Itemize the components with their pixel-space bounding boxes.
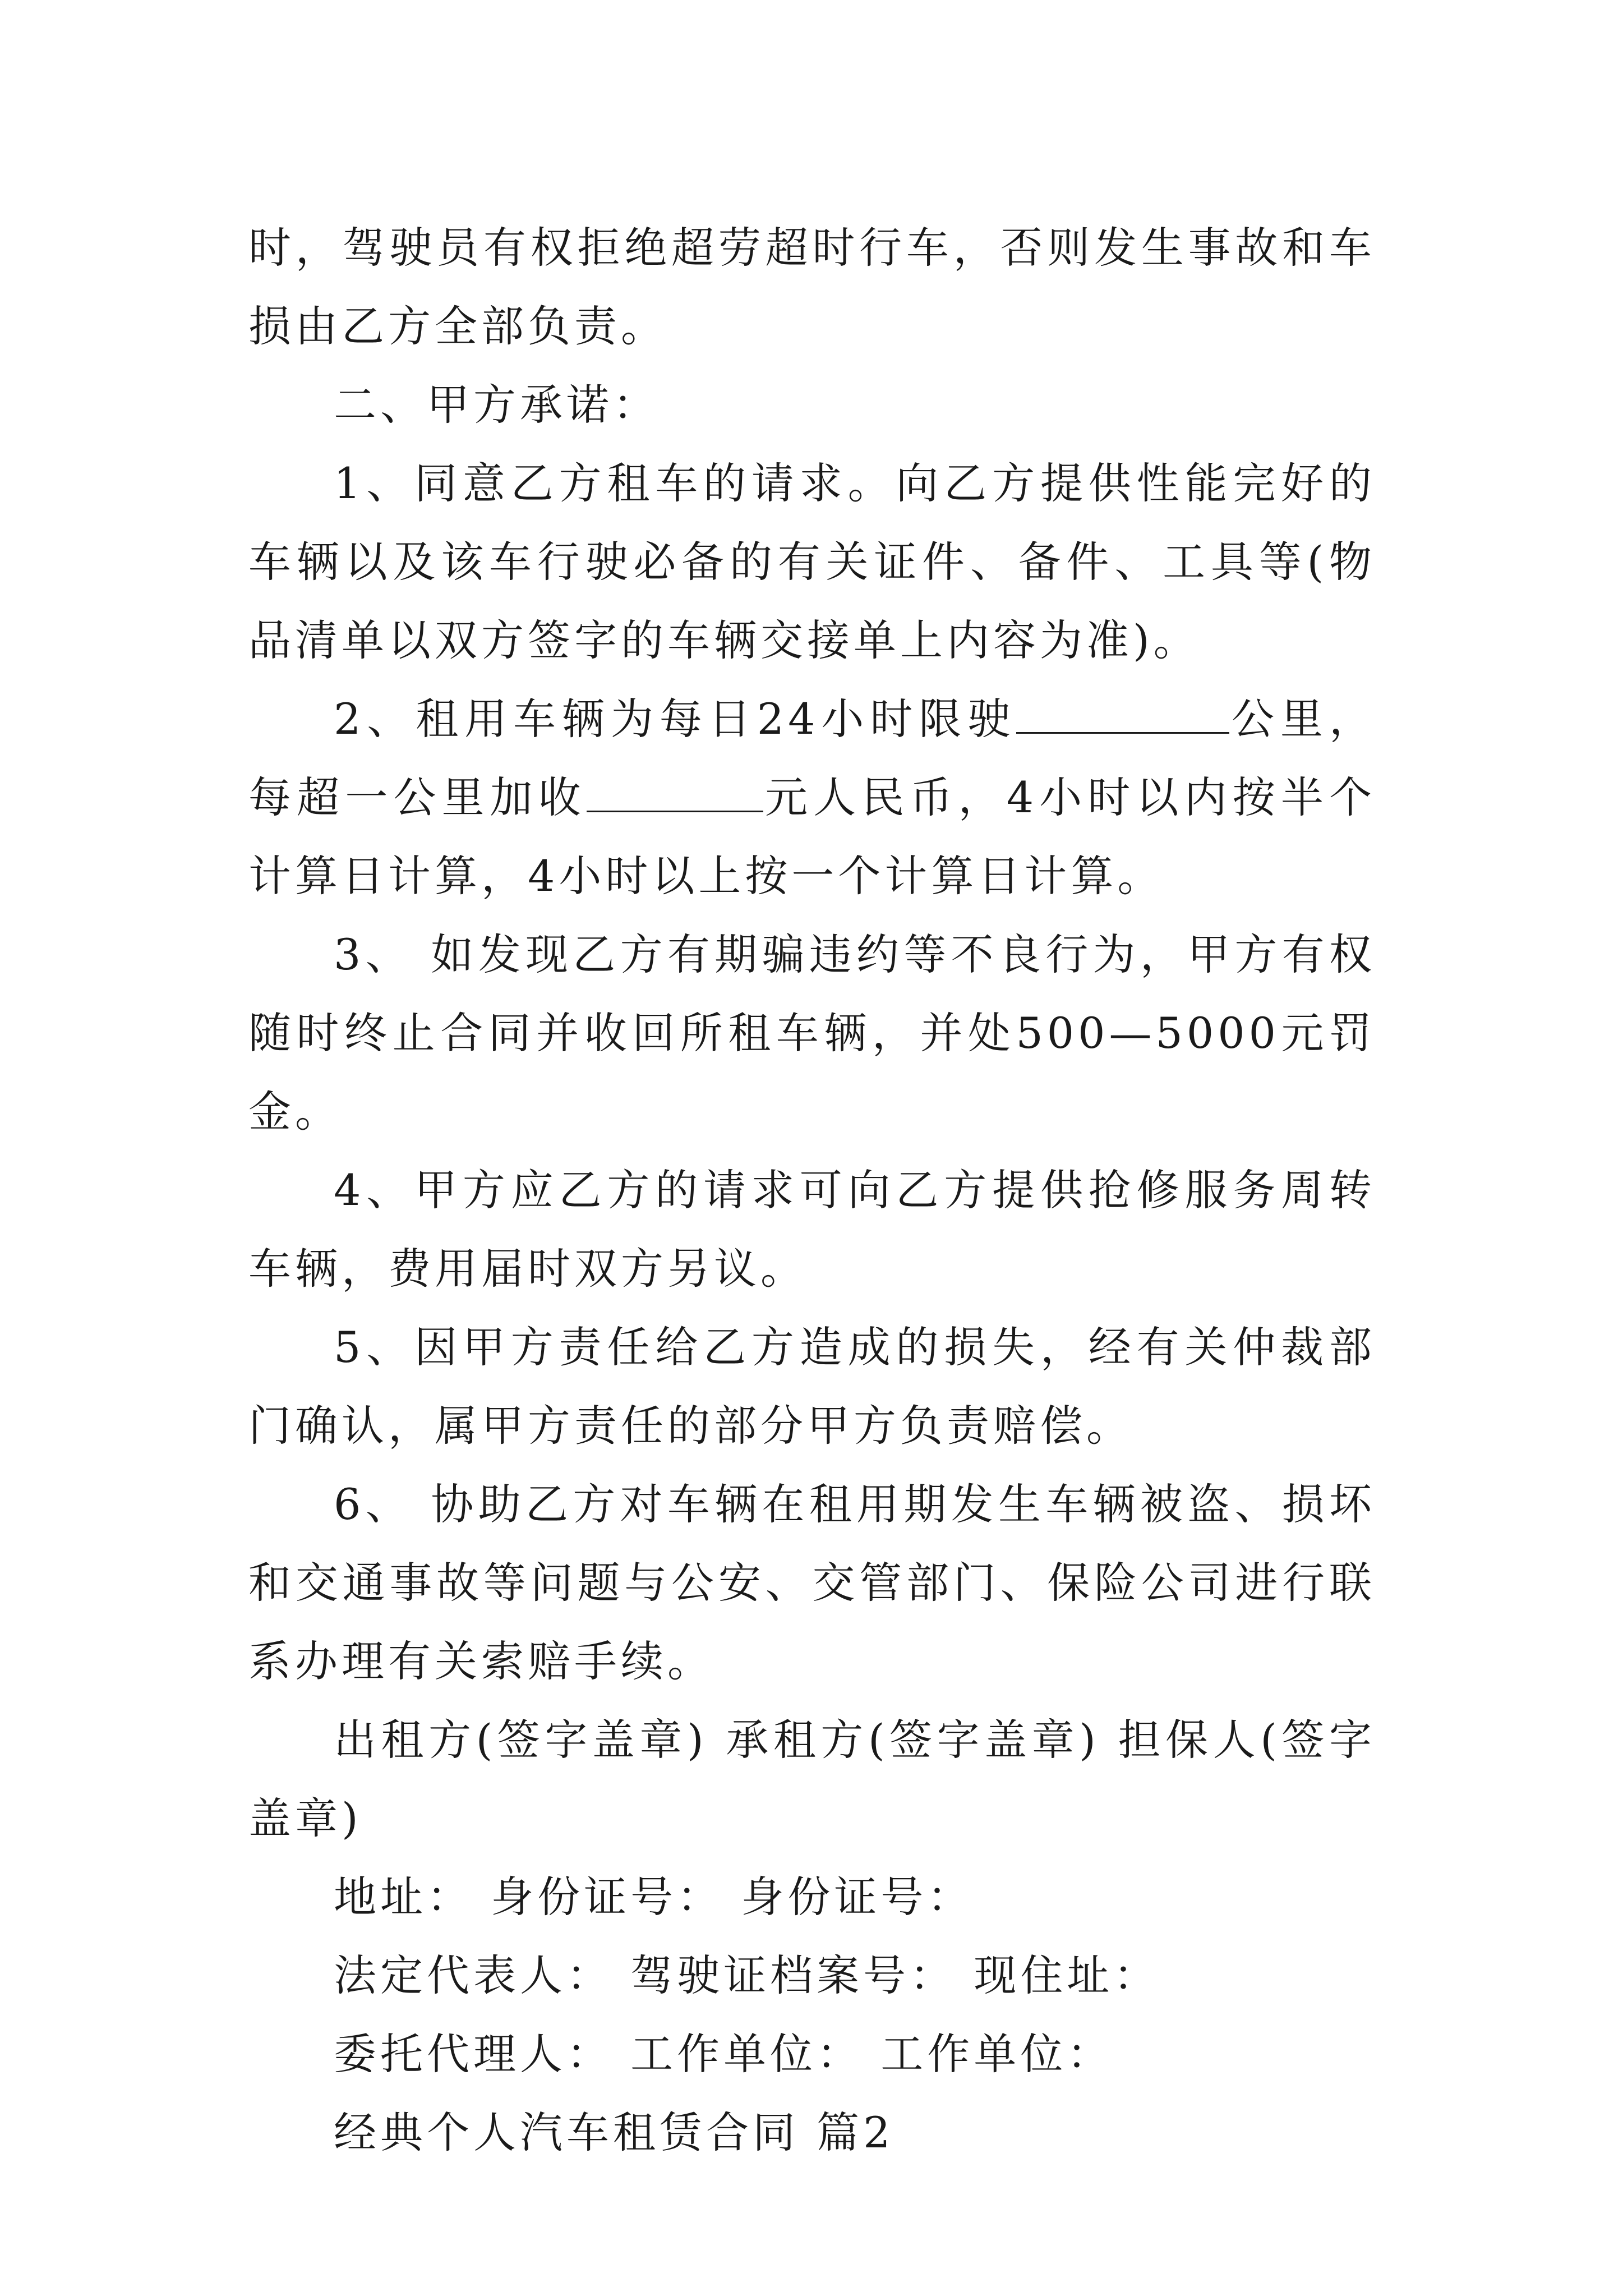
clause-2-part-3: 元人民币，4小时以内按半个计算日计算，4小时以上按一个计算日计算。 [248, 772, 1376, 901]
next-section-title: 经典个人汽车租赁合同 篇2 [334, 2108, 895, 2157]
clause-2-part-2: 公里，每超一公里加收 [248, 694, 1376, 822]
signature-parties-line: 出租方(签字盖章) 承租方(签字盖章) 担保人(签字盖章) [248, 1715, 1376, 1843]
clause-2 [248, 680, 1376, 915]
clause-1: 1、同意乙方租车的请求。向乙方提供性能完好的车辆以及该车行驶必备的有关证件、备件、工具等(物品清单以双方签字的车辆交接单上内容为准)。 [248, 458, 1376, 665]
clause-5: 5、因甲方责任给乙方造成的损失，经有关仲裁部门确认，属甲方责任的部分甲方负责赔偿。 [248, 1322, 1376, 1451]
overage-fee-blank [587, 776, 763, 812]
agent-workplace-line: 委托代理人： 工作单位： 工作单位： [334, 2029, 1114, 2079]
mileage-limit-blank [1016, 697, 1229, 734]
clause-2-part-1: 2、租用车辆为每日24小时限驶 [334, 694, 1017, 744]
clause-6: 6、 协助乙方对车辆在租用期发生车辆被盗、损坏和交通事故等问题与公安、交管部门、保险公司进行联系办理有关索赔手续。 [248, 1479, 1376, 1686]
document-body [248, 209, 1376, 2172]
address-id-line: 地址： 身份证号： 身份证号： [334, 1872, 974, 1922]
section-heading-party-a-commitments: 二、甲方承诺： [334, 380, 660, 430]
paragraph-continuation: 时，驾驶员有权拒绝超劳超时行车，否则发生事故和车损由乙方全部负责。 [248, 223, 1376, 351]
representative-line: 法定代表人： 驾驶证档案号： 现住址： [334, 1950, 1160, 2000]
clause-3: 3、 如发现乙方有期骗违约等不良行为，甲方有权随时终止合同并收回所租车辆，并处500—5000元罚金。 [248, 930, 1376, 1137]
clause-4: 4、甲方应乙方的请求可向乙方提供抢修服务周转车辆，费用届时双方另议。 [248, 1165, 1376, 1294]
